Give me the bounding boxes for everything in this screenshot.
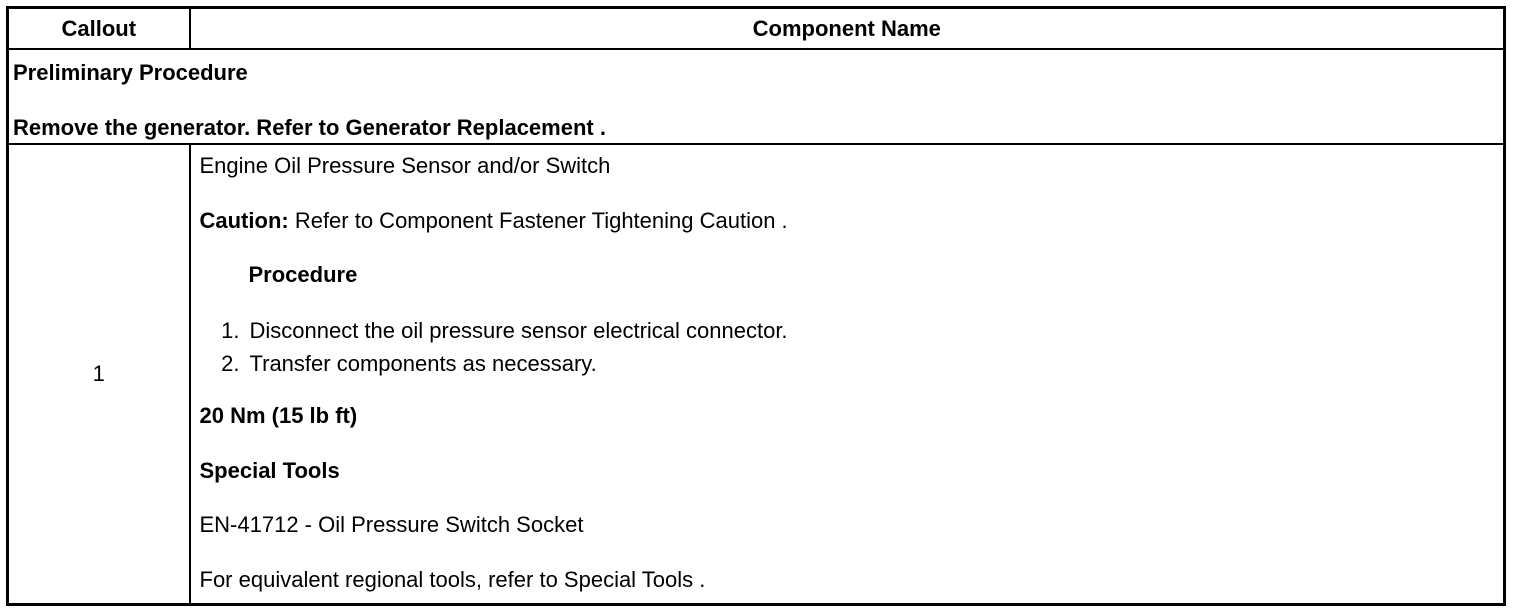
preliminary-instruction: Remove the generator. Refer to Generator Replacement .	[13, 115, 606, 140]
table-header-row	[8, 8, 1505, 50]
step-text: Disconnect the oil pressure sensor electrical connector.	[249, 318, 788, 344]
caution-line	[200, 208, 1504, 234]
special-tool-item: EN-41712 - Oil Pressure Switch Socket	[199, 512, 584, 538]
preliminary-cell	[8, 49, 1505, 144]
preliminary-row	[8, 49, 1505, 144]
torque-spec: 20 Nm (15 lb ft)	[199, 403, 358, 429]
table-row	[8, 144, 1505, 605]
callout-header: Callout	[8, 8, 190, 50]
step-text: Transfer components as necessary.	[249, 351, 597, 377]
procedure-heading: Procedure	[248, 262, 358, 288]
list-item	[200, 347, 1504, 380]
component-name: Engine Oil Pressure Sensor and/or Switch	[199, 153, 611, 178]
caution-label: Caution:	[199, 207, 289, 233]
caution-text: Refer to Component Fastener Tightening Caution .	[288, 207, 788, 233]
component-table	[6, 6, 1506, 606]
component-name-header: Component Name	[190, 8, 1505, 50]
equivalent-tools-note: For equivalent regional tools, refer to Special Tools .	[199, 566, 706, 592]
step-number: 2.	[221, 351, 240, 377]
preliminary-title: Preliminary Procedure	[13, 60, 248, 85]
callout-number: 1	[8, 144, 190, 605]
list-item	[200, 314, 1504, 347]
special-tools-heading: Special Tools	[199, 457, 340, 483]
step-number: 1.	[221, 318, 240, 344]
component-detail-cell	[190, 144, 1505, 605]
